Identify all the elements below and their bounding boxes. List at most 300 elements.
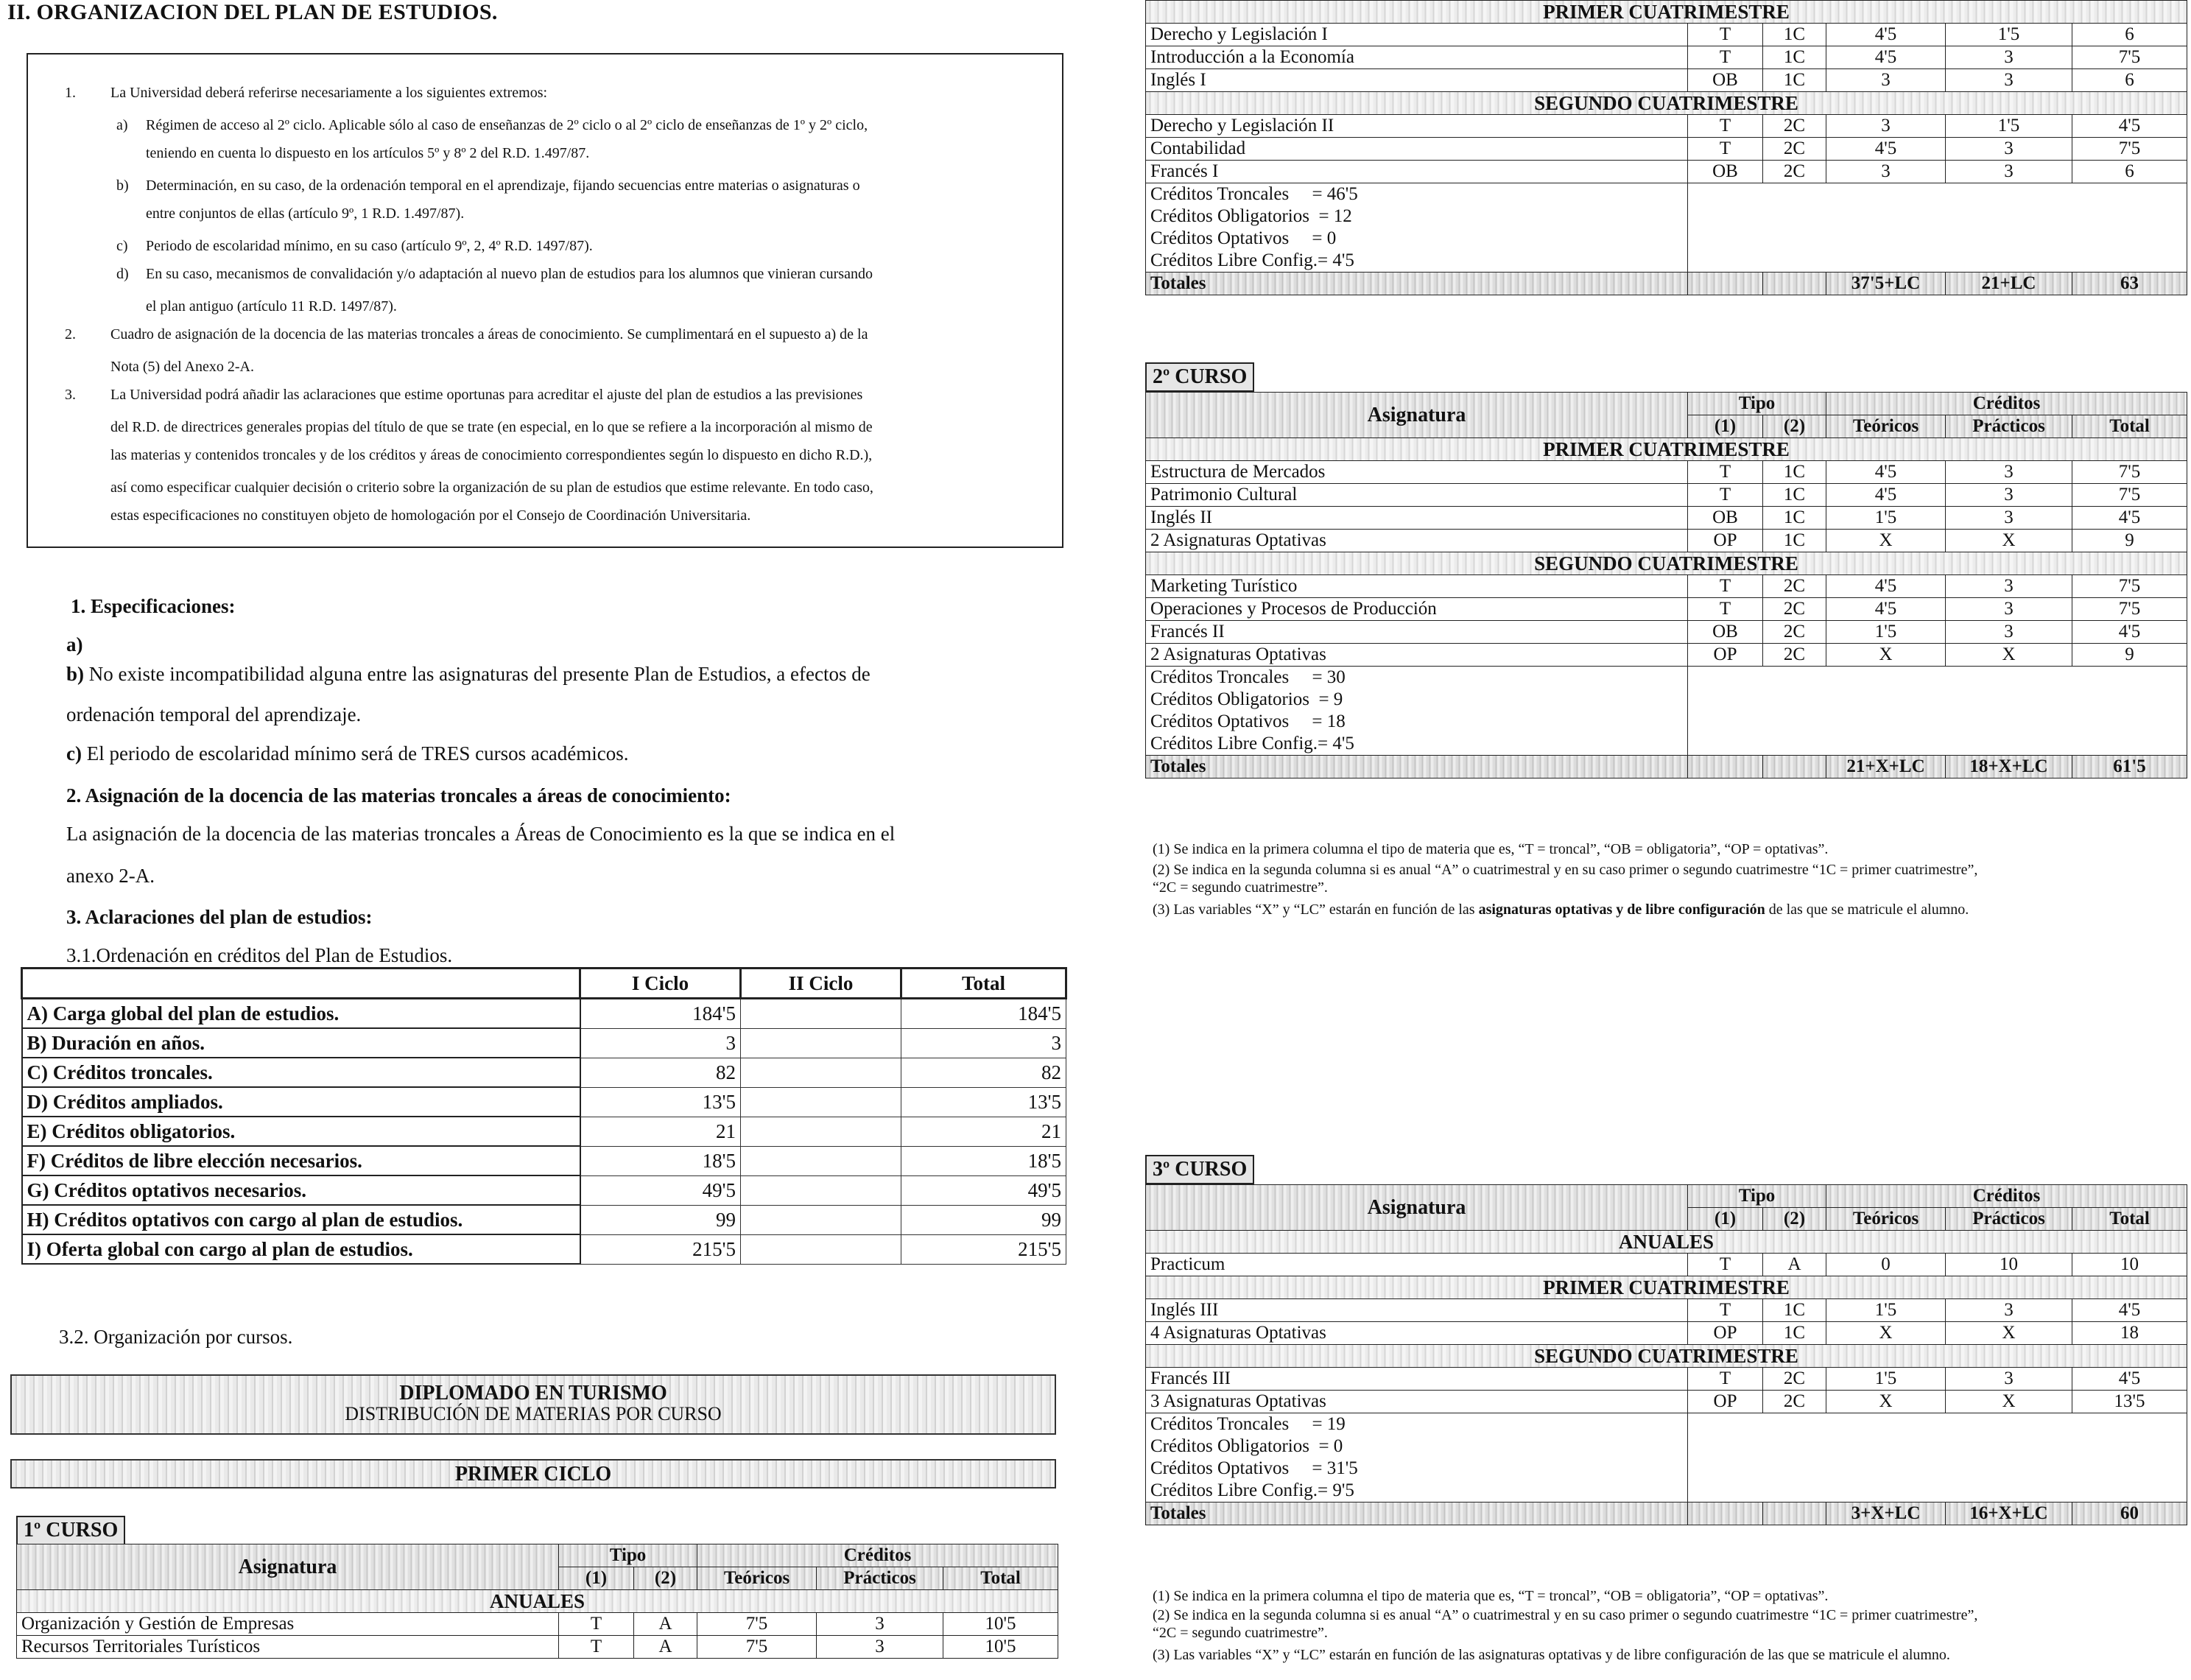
creditos-summary: Créditos Troncales = 30	[1146, 667, 1688, 689]
value-cell-t1: OB	[1688, 161, 1763, 183]
ord-header-row	[22, 969, 1066, 999]
value-cell-tot: 4'5	[2072, 115, 2187, 138]
value-cell-pra: 10	[1946, 1254, 2072, 1276]
totales-label: Totales	[1146, 273, 1688, 295]
table-row	[1146, 115, 2187, 138]
value-cell-pra: X	[1946, 1322, 2072, 1345]
header-creditos: Créditos	[697, 1544, 1058, 1567]
value-cell-pra: X	[1946, 530, 2072, 552]
ord-row	[22, 999, 1066, 1029]
header-1: (1)	[1688, 415, 1763, 438]
asignatura-cell: Patrimonio Cultural	[1146, 484, 1688, 507]
value-cell-tot: 9	[2072, 644, 2187, 667]
value-cell-teo: 0	[1826, 1254, 1946, 1276]
header-practicos: Prácticos	[1946, 415, 2072, 438]
header-row	[1146, 1185, 2187, 1208]
table-row	[1146, 24, 2187, 46]
spec-c: c) El periodo de escolaridad mínimo será de TRES cursos académicos.	[66, 742, 629, 765]
footnote-2-cont: “2C = segundo cuatrimestre”.	[1153, 879, 1328, 896]
section-title: II. ORGANIZACION DEL PLAN DE ESTUDIOS.	[7, 0, 498, 24]
value-cell-tot: 10'5	[943, 1636, 1058, 1659]
ord-row	[22, 1087, 1066, 1117]
value-cell-t2: 1C	[1763, 24, 1826, 46]
value-cell-teo: X	[1826, 644, 1946, 667]
ord-row	[22, 1058, 1066, 1087]
value-cell-teo: X	[1826, 1391, 1946, 1413]
table-row	[1146, 621, 2187, 644]
header-practicos: Prácticos	[817, 1567, 943, 1590]
note-line: el plan antiguo (artículo 11 R.D. 1497/87).	[146, 298, 397, 314]
asignatura-cell: Operaciones y Procesos de Producción	[1146, 598, 1688, 621]
spec-a: a)	[66, 633, 83, 656]
header-1: (1)	[559, 1567, 634, 1590]
value-cell-t1: OB	[1688, 507, 1763, 530]
note-line: teniendo en cuenta lo dispuesto en los artículos 5º y 8º 2 del R.D. 1.497/87.	[146, 145, 590, 161]
note-line: En su caso, mecanismos de convalidación y/o adaptación al nuevo plan de estudios para los alumnos que vinieran cursando	[146, 266, 873, 282]
value-cell-tot: 4'5	[2072, 507, 2187, 530]
section-row	[1146, 552, 2187, 575]
totales-total: 63	[2072, 273, 2187, 295]
totales-blank	[1763, 273, 1826, 295]
creditos-row	[1146, 667, 2187, 689]
ord-ciclo1: 13'5	[580, 1087, 741, 1117]
creditos-row	[1146, 711, 2187, 733]
ord-total: 184'5	[901, 999, 1066, 1029]
header-creditos: Créditos	[1826, 393, 2187, 415]
value-cell-t1: OP	[1688, 644, 1763, 667]
value-cell-tot: 6	[2072, 24, 2187, 46]
value-cell-teo: 3	[1826, 69, 1946, 92]
banner-subtitle: DISTRIBUCIÓN DE MATERIAS POR CURSO	[345, 1403, 722, 1424]
creditos-blank	[1688, 205, 2187, 228]
note-line: del R.D. de directrices generales propias del título de que se trate (en especial, en lo que se refiere a la incorporación al mismo de	[110, 419, 873, 435]
creditos-summary: Créditos Troncales = 19	[1146, 1413, 1688, 1436]
table-row	[1146, 507, 2187, 530]
value-cell-tot: 7'5	[2072, 461, 2187, 484]
creditos-row	[1146, 1435, 2187, 1458]
instructions-box	[27, 53, 1063, 548]
curso1-table	[16, 1544, 1058, 1659]
ord-row	[22, 1234, 1066, 1264]
value-cell-tot: 6	[2072, 69, 2187, 92]
table-row	[1146, 575, 2187, 598]
header-tipo: Tipo	[1688, 1185, 1826, 1208]
header-asignatura: Asignatura	[1146, 393, 1688, 438]
asignatura-cell: Francés I	[1146, 161, 1688, 183]
value-cell-t1: T	[1688, 1254, 1763, 1276]
header-total: Total	[2072, 1208, 2187, 1231]
header-1: (1)	[1688, 1208, 1763, 1231]
section-label: SEGUNDO CUATRIMESTRE	[1146, 1345, 2187, 1368]
footnote-2b: (2) Se indica en la segunda columna si es anual “A” o cuatrimestral y en su caso primer o segundo cuatrimestre “1C = primer cuatrimestre”,	[1153, 1607, 1978, 1623]
creditos-row	[1146, 228, 2187, 250]
value-cell-teo: 7'5	[697, 1636, 817, 1659]
section-label: ANUALES	[1146, 1231, 2187, 1254]
value-cell-teo: X	[1826, 530, 1946, 552]
section-row	[1146, 438, 2187, 461]
value-cell-t2: 1C	[1763, 69, 1826, 92]
asignacion-text-cont: anexo 2-A.	[66, 865, 155, 887]
value-cell-pra: 3	[1946, 69, 2072, 92]
spec-b-cont: ordenación temporal del aprendizaje.	[66, 703, 362, 725]
creditos-row	[1146, 250, 2187, 273]
curso2-tag: 2º CURSO	[1145, 362, 1254, 392]
value-cell-teo: 1'5	[1826, 621, 1946, 644]
value-cell-t1: T	[559, 1613, 634, 1636]
value-cell-pra: 3	[1946, 138, 2072, 161]
spec-b: b) No existe incompatibilidad alguna entre las asignaturas del presente Plan de Estudios, a efectos de	[66, 663, 871, 685]
note-line: La Universidad deberá referirse necesariamente a los siguientes extremos:	[110, 85, 548, 101]
value-cell-pra: 3	[1946, 1368, 2072, 1391]
table-row	[1146, 69, 2187, 92]
value-cell-tot: 7'5	[2072, 46, 2187, 69]
diplomado-banner	[10, 1374, 1056, 1435]
header-tipo: Tipo	[1688, 393, 1826, 415]
footnote-3: (3) Las variables “X” y “LC” estarán en función de las asignaturas optativas y de libre configuración de las que se matricule el alumno.	[1153, 901, 1969, 918]
value-cell-tot: 6	[2072, 161, 2187, 183]
totales-blank	[1688, 273, 1763, 295]
ord-ciclo2	[741, 999, 901, 1029]
ord-ciclo1: 99	[580, 1205, 741, 1234]
totales-teoricos: 3+X+LC	[1826, 1502, 1946, 1525]
value-cell-t2: A	[634, 1613, 697, 1636]
asignatura-cell: Introducción a la Economía	[1146, 46, 1688, 69]
value-cell-t2: A	[634, 1636, 697, 1659]
totales-row	[1146, 756, 2187, 779]
ord-row	[22, 1175, 1066, 1205]
header-tipo: Tipo	[559, 1544, 697, 1567]
ord-total: 49'5	[901, 1175, 1066, 1205]
ord-total: 82	[901, 1058, 1066, 1087]
creditos-row	[1146, 1413, 2187, 1436]
creditos-blank	[1688, 228, 2187, 250]
note-line: Determinación, en su caso, de la ordenación temporal en el aprendizaje, fijando secuencias entre materias o asignaturas o	[146, 178, 860, 194]
ordenacion-table	[21, 967, 1067, 1265]
value-cell-t2: 1C	[1763, 484, 1826, 507]
asignatura-cell: Derecho y Legislación II	[1146, 115, 1688, 138]
ord-header-cell: II Ciclo	[741, 969, 901, 999]
note-line: estas especificaciones no constituyen objeto de homologación por el Consejo de Coordinación Universitaria.	[110, 507, 751, 524]
ord-ciclo1: 184'5	[580, 999, 741, 1029]
section-row	[1146, 1276, 2187, 1299]
section-label: PRIMER CUATRIMESTRE	[1146, 1276, 2187, 1299]
asignatura-cell: Practicum	[1146, 1254, 1688, 1276]
value-cell-t2: A	[1763, 1254, 1826, 1276]
section-row	[1146, 92, 2187, 115]
value-cell-teo: 1'5	[1826, 1368, 1946, 1391]
creditos-summary: Créditos Obligatorios = 0	[1146, 1435, 1688, 1458]
value-cell-t1: OB	[1688, 621, 1763, 644]
table-row	[1146, 1254, 2187, 1276]
ord-label: C) Créditos troncales.	[22, 1058, 580, 1087]
value-cell-pra: 3	[1946, 621, 2072, 644]
table-row	[1146, 598, 2187, 621]
value-cell-tot: 4'5	[2072, 621, 2187, 644]
value-cell-teo: 4'5	[1826, 46, 1946, 69]
asignacion-text: La asignación de la docencia de las materias troncales a Áreas de Conocimiento es la que se indica en el	[66, 823, 896, 845]
section-label: ANUALES	[17, 1590, 1058, 1613]
header-teoricos: Teóricos	[1826, 415, 1946, 438]
section-row	[1146, 1, 2187, 24]
section-row	[17, 1590, 1058, 1613]
footnote-1: (1) Se indica en la primera columna el tipo de materia que es, “T = troncal”, “OB = obligatoria”, “OP = optativas”.	[1153, 841, 1829, 857]
totales-blank	[1688, 1502, 1763, 1525]
value-cell-teo: 4'5	[1826, 484, 1946, 507]
ord-row	[22, 1205, 1066, 1234]
value-cell-t2: 1C	[1763, 46, 1826, 69]
header-teoricos: Teóricos	[697, 1567, 817, 1590]
value-cell-tot: 7'5	[2072, 598, 2187, 621]
value-cell-t2: 2C	[1763, 1391, 1826, 1413]
note-line: Periodo de escolaridad mínimo, en su caso (artículo 9º, 2, 4º R.D. 1497/87).	[146, 238, 593, 254]
table-row	[1146, 1322, 2187, 1345]
note-number: 2.	[65, 326, 76, 342]
value-cell-pra: 3	[1946, 161, 2072, 183]
creditos-row	[1146, 1458, 2187, 1480]
value-cell-pra: X	[1946, 644, 2072, 667]
creditos-row	[1146, 183, 2187, 206]
totales-practicos: 18+X+LC	[1946, 756, 2072, 779]
curso1-tag: 1º CURSO	[16, 1516, 125, 1545]
ord-label: F) Créditos de libre elección necesarios.	[22, 1146, 580, 1175]
note-number: c)	[116, 238, 128, 254]
ord-ciclo1: 82	[580, 1058, 741, 1087]
header-practicos: Prácticos	[1946, 1208, 2072, 1231]
asignatura-cell: Inglés III	[1146, 1299, 1688, 1322]
value-cell-tot: 13'5	[2072, 1391, 2187, 1413]
creditos-row	[1146, 1480, 2187, 1502]
value-cell-pra: 3	[1946, 461, 2072, 484]
value-cell-teo: X	[1826, 1322, 1946, 1345]
value-cell-t1: T	[1688, 461, 1763, 484]
value-cell-pra: 1'5	[1946, 24, 2072, 46]
creditos-row	[1146, 205, 2187, 228]
table-row	[1146, 46, 2187, 69]
value-cell-t1: T	[1688, 484, 1763, 507]
totales-blank	[1763, 756, 1826, 779]
asignatura-cell: Estructura de Mercados	[1146, 461, 1688, 484]
value-cell-t2: 2C	[1763, 598, 1826, 621]
creditos-blank	[1688, 711, 2187, 733]
footnote-1b: (1) Se indica en la primera columna el tipo de materia que es, “T = troncal”, “OB = obligatoria”, “OP = optativas”.	[1153, 1588, 1829, 1604]
asignatura-cell: Contabilidad	[1146, 138, 1688, 161]
ord-total: 3	[901, 1028, 1066, 1058]
footnote-2: (2) Se indica en la segunda columna si es anual “A” o cuatrimestral y en su caso primer o segundo cuatrimestre “1C = primer cuatrimestre”,	[1153, 862, 1978, 878]
value-cell-tot: 10'5	[943, 1613, 1058, 1636]
value-cell-pra: 3	[1946, 598, 2072, 621]
creditos-blank	[1688, 250, 2187, 273]
footnote-3b: (3) Las variables “X” y “LC” estarán en función de las asignaturas optativas y de libre configuración de las que se matricule el alumno.	[1153, 1647, 1950, 1663]
section-label: PRIMER CUATRIMESTRE	[1146, 1, 2187, 24]
asignatura-cell: 2 Asignaturas Optativas	[1146, 644, 1688, 667]
organizacion-title: 3.2. Organización por cursos.	[59, 1326, 293, 1348]
totales-label: Totales	[1146, 756, 1688, 779]
ord-label: I) Oferta global con cargo al plan de estudios.	[22, 1234, 580, 1264]
ord-row	[22, 1146, 1066, 1175]
creditos-summary: Créditos Libre Config.= 4'5	[1146, 733, 1688, 756]
creditos-summary: Créditos Troncales = 46'5	[1146, 183, 1688, 206]
note-number: b)	[116, 178, 129, 194]
ord-row	[22, 1117, 1066, 1146]
table-row	[1146, 461, 2187, 484]
value-cell-pra: 3	[1946, 484, 2072, 507]
totales-blank	[1688, 756, 1763, 779]
primer-ciclo-banner: PRIMER CICLO	[10, 1459, 1056, 1489]
value-cell-t2: 1C	[1763, 1299, 1826, 1322]
value-cell-teo: 4'5	[1826, 575, 1946, 598]
value-cell-tot: 7'5	[2072, 138, 2187, 161]
ord-label: H) Créditos optativos con cargo al plan de estudios.	[22, 1205, 580, 1234]
ord-total: 215'5	[901, 1234, 1066, 1264]
value-cell-t2: 1C	[1763, 1322, 1826, 1345]
ord-ciclo1: 215'5	[580, 1234, 741, 1264]
value-cell-pra: 3	[1946, 507, 2072, 530]
ord-total: 18'5	[901, 1146, 1066, 1175]
section-row	[1146, 1345, 2187, 1368]
value-cell-t2: 2C	[1763, 644, 1826, 667]
value-cell-t2: 2C	[1763, 575, 1826, 598]
section-label: PRIMER CUATRIMESTRE	[1146, 438, 2187, 461]
ord-ciclo2	[741, 1234, 901, 1264]
value-cell-t2: 2C	[1763, 138, 1826, 161]
value-cell-t1: T	[1688, 24, 1763, 46]
totales-practicos: 16+X+LC	[1946, 1502, 2072, 1525]
value-cell-t1: T	[1688, 598, 1763, 621]
creditos-blank	[1688, 733, 2187, 756]
ord-ciclo2	[741, 1117, 901, 1146]
ord-row	[22, 1028, 1066, 1058]
value-cell-tot: 7'5	[2072, 575, 2187, 598]
ord-ciclo2	[741, 1205, 901, 1234]
value-cell-t1: T	[1688, 46, 1763, 69]
creditos-blank	[1688, 667, 2187, 689]
note-number: a)	[116, 117, 128, 133]
ord-header-cell: I Ciclo	[580, 969, 741, 999]
table-row	[1146, 644, 2187, 667]
value-cell-t2: 1C	[1763, 530, 1826, 552]
table-row	[1146, 1299, 2187, 1322]
value-cell-teo: 7'5	[697, 1613, 817, 1636]
header-2: (2)	[634, 1567, 697, 1590]
note-line: así como especificar cualquier decisión o criterio sobre la organización de su plan de estudios que estime relevante. En todo caso,	[110, 479, 873, 496]
value-cell-tot: 4'5	[2072, 1299, 2187, 1322]
asignatura-cell: Francés III	[1146, 1368, 1688, 1391]
value-cell-t2: 2C	[1763, 621, 1826, 644]
value-cell-tot: 9	[2072, 530, 2187, 552]
table-row	[17, 1613, 1058, 1636]
ord-header-cell: Total	[901, 969, 1066, 999]
table-row	[1146, 484, 2187, 507]
value-cell-t1: OP	[1688, 1391, 1763, 1413]
ord-ciclo1: 21	[580, 1117, 741, 1146]
section-row	[1146, 1231, 2187, 1254]
ord-ciclo2	[741, 1058, 901, 1087]
note-number: 1.	[65, 85, 76, 101]
note-line: las materias y contenidos troncales y de los créditos y áreas de conocimiento correspondientes según lo dispuesto en dicho R.D.),	[110, 447, 873, 463]
ord-ciclo2	[741, 1175, 901, 1205]
ord-total: 13'5	[901, 1087, 1066, 1117]
ord-ciclo1: 3	[580, 1028, 741, 1058]
value-cell-pra: 3	[1946, 575, 2072, 598]
note-line: La Universidad podrá añadir las aclaraciones que estime oportunas para acreditar el ajuste del plan de estudios a las previsiones	[110, 387, 863, 403]
totales-total: 60	[2072, 1502, 2187, 1525]
table-row	[1146, 138, 2187, 161]
value-cell-t2: 2C	[1763, 1368, 1826, 1391]
value-cell-t2: 2C	[1763, 161, 1826, 183]
creditos-summary: Créditos Obligatorios = 12	[1146, 205, 1688, 228]
aclaraciones-title: 3. Aclaraciones del plan de estudios:	[66, 906, 373, 928]
asignatura-cell: 3 Asignaturas Optativas	[1146, 1391, 1688, 1413]
totales-blank	[1763, 1502, 1826, 1525]
asignatura-cell: Francés II	[1146, 621, 1688, 644]
ord-label: B) Duración en años.	[22, 1028, 580, 1058]
value-cell-tot: 7'5	[2072, 484, 2187, 507]
value-cell-teo: 1'5	[1826, 1299, 1946, 1322]
ord-ciclo2	[741, 1087, 901, 1117]
asignatura-cell: Organización y Gestión de Empresas	[17, 1613, 559, 1636]
note-number: 3.	[65, 387, 76, 403]
ord-label: A) Carga global del plan de estudios.	[22, 999, 580, 1029]
asignatura-cell: Recursos Territoriales Turísticos	[17, 1636, 559, 1659]
creditos-summary: Créditos Optativos = 31'5	[1146, 1458, 1688, 1480]
ord-total: 21	[901, 1117, 1066, 1146]
header-creditos: Créditos	[1826, 1185, 2187, 1208]
header-row	[1146, 393, 2187, 415]
asignatura-cell: Inglés II	[1146, 507, 1688, 530]
value-cell-t2: 2C	[1763, 115, 1826, 138]
value-cell-teo: 1'5	[1826, 507, 1946, 530]
asignacion-title: 2. Asignación de la docencia de las materias troncales a áreas de conocimiento:	[66, 784, 731, 806]
curso3-tag: 3º CURSO	[1145, 1155, 1254, 1184]
table-row	[1146, 1368, 2187, 1391]
creditos-blank	[1688, 1458, 2187, 1480]
creditos-blank	[1688, 183, 2187, 206]
asignatura-cell: Marketing Turístico	[1146, 575, 1688, 598]
section-label: SEGUNDO CUATRIMESTRE	[1146, 92, 2187, 115]
creditos-summary: Créditos Libre Config.= 4'5	[1146, 250, 1688, 273]
creditos-blank	[1688, 1435, 2187, 1458]
value-cell-t1: T	[1688, 575, 1763, 598]
creditos-summary: Créditos Obligatorios = 9	[1146, 689, 1688, 711]
value-cell-t2: 1C	[1763, 507, 1826, 530]
value-cell-t2: 1C	[1763, 461, 1826, 484]
value-cell-t1: T	[1688, 1299, 1763, 1322]
totales-total: 61'5	[2072, 756, 2187, 779]
value-cell-pra: 3	[1946, 1299, 2072, 1322]
table-row	[1146, 530, 2187, 552]
header-row	[17, 1544, 1058, 1567]
header-2: (2)	[1763, 415, 1826, 438]
creditos-row	[1146, 733, 2187, 756]
ord-label: E) Créditos obligatorios.	[22, 1117, 580, 1146]
value-cell-tot: 18	[2072, 1322, 2187, 1345]
totales-row	[1146, 273, 2187, 295]
ord-label: D) Créditos ampliados.	[22, 1087, 580, 1117]
value-cell-teo: 4'5	[1826, 138, 1946, 161]
totales-label: Totales	[1146, 1502, 1688, 1525]
creditos-blank	[1688, 1480, 2187, 1502]
creditos-blank	[1688, 1413, 2187, 1436]
ordenacion-title: 3.1.Ordenación en créditos del Plan de Estudios.	[66, 944, 453, 966]
spec-title: 1. Especificaciones:	[71, 595, 236, 617]
value-cell-t1: T	[1688, 1368, 1763, 1391]
asignatura-cell: 4 Asignaturas Optativas	[1146, 1322, 1688, 1345]
ord-ciclo2	[741, 1146, 901, 1175]
value-cell-teo: 4'5	[1826, 461, 1946, 484]
header-teoricos: Teóricos	[1826, 1208, 1946, 1231]
header-asignatura: Asignatura	[1146, 1185, 1688, 1231]
asignatura-cell: Inglés I	[1146, 69, 1688, 92]
